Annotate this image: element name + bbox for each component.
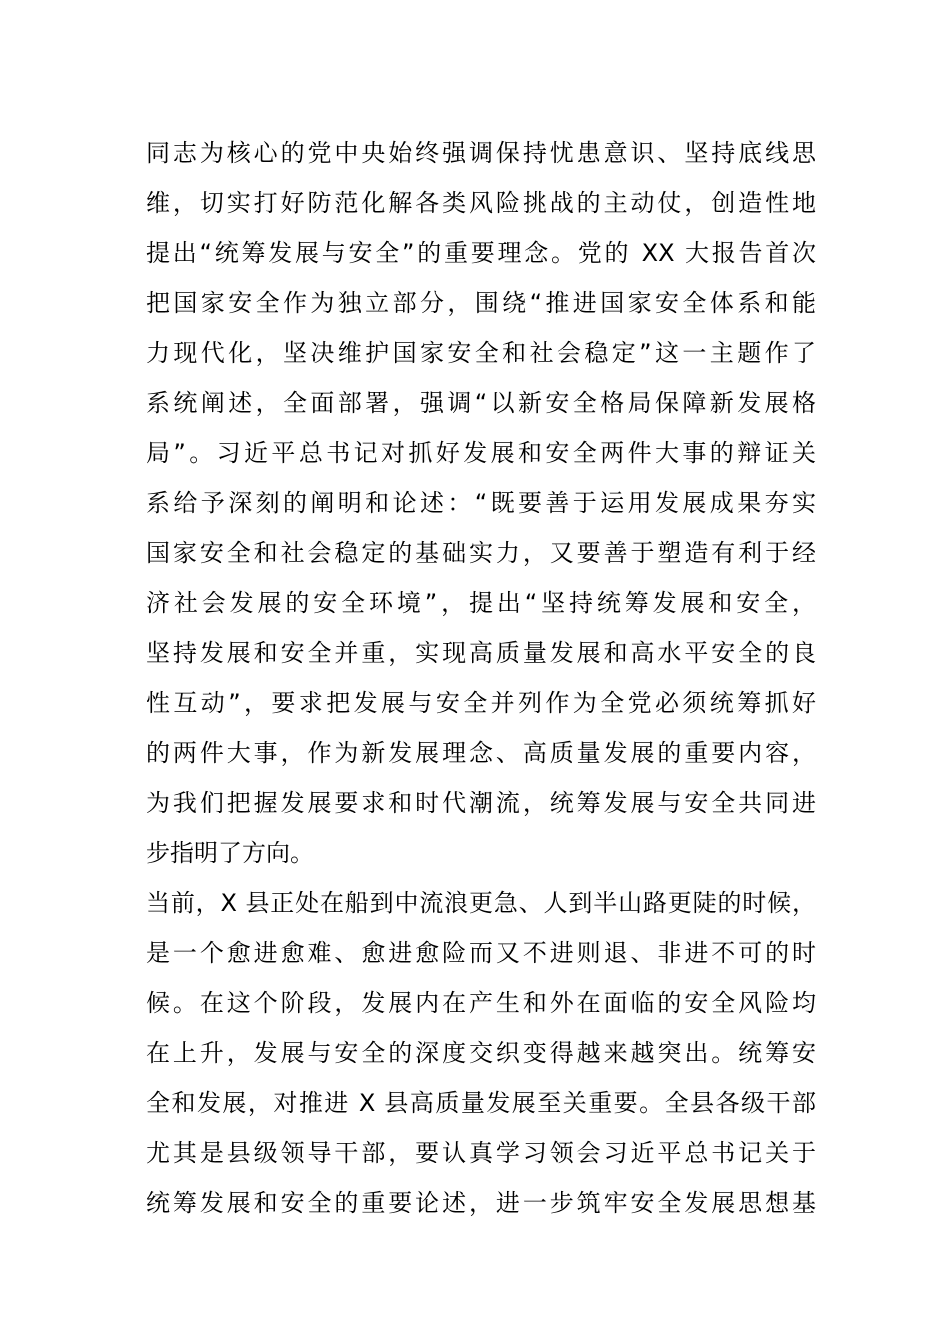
text-line: 为我们把握发展要求和时代潮流，统筹发展与安全共同进 xyxy=(146,789,816,817)
body-paragraph-1 xyxy=(146,128,816,878)
text-line: 国家安全和社会稳定的基础实力，又要善于塑造有利于经 xyxy=(146,539,816,567)
text-line: 局”。习近平总书记对抓好发展和安全两件大事的辩证关 xyxy=(146,439,816,467)
text-line: 当前，X 县正处在船到中流浪更急、人到半山路更陡的时候， xyxy=(146,889,816,917)
text-line: 在上升，发展与安全的深度交织变得越来越突出。统筹安 xyxy=(146,1039,816,1067)
text-line: 是一个愈进愈难、愈进愈险而又不进则退、非进不可的时 xyxy=(146,939,816,967)
body-paragraph-2 xyxy=(146,878,816,1228)
text-line: 坚持发展和安全并重，实现高质量发展和高水平安全的良 xyxy=(146,639,816,667)
text-line: 步指明了方向。 xyxy=(146,839,314,867)
text-line: 同志为核心的党中央始终强调保持忧患意识、坚持底线思 xyxy=(146,139,816,167)
text-line: 性互动”，要求把发展与安全并列作为全党必须统筹抓好 xyxy=(146,689,816,717)
text-line: 全和发展，对推进 X 县高质量发展至关重要。全县各级干部 xyxy=(146,1089,816,1117)
text-line: 尤其是县级领导干部，要认真学习领会习近平总书记关于 xyxy=(146,1139,816,1167)
text-line: 的两件大事，作为新发展理念、高质量发展的重要内容， xyxy=(146,739,816,767)
text-line: 系统阐述，全面部署，强调“以新安全格局保障新发展格 xyxy=(146,389,816,417)
text-line: 提出“统筹发展与安全”的重要理念。党的 XX 大报告首次 xyxy=(146,239,816,267)
text-line: 候。在这个阶段，发展内在产生和外在面临的安全风险均 xyxy=(146,989,816,1017)
text-line: 力现代化，坚决维护国家安全和社会稳定”这一主题作了 xyxy=(146,339,816,367)
text-line: 把国家安全作为独立部分，围绕“推进国家安全体系和能 xyxy=(146,289,816,317)
text-line: 统筹发展和安全的重要论述，进一步筑牢安全发展思想基 xyxy=(146,1189,816,1217)
text-line: 系给予深刻的阐明和论述：“既要善于运用发展成果夯实 xyxy=(146,489,816,517)
text-line: 济社会发展的安全环境”，提出“坚持统筹发展和安全， xyxy=(146,589,816,617)
text-line: 维，切实打好防范化解各类风险挑战的主动仗，创造性地 xyxy=(146,189,816,217)
